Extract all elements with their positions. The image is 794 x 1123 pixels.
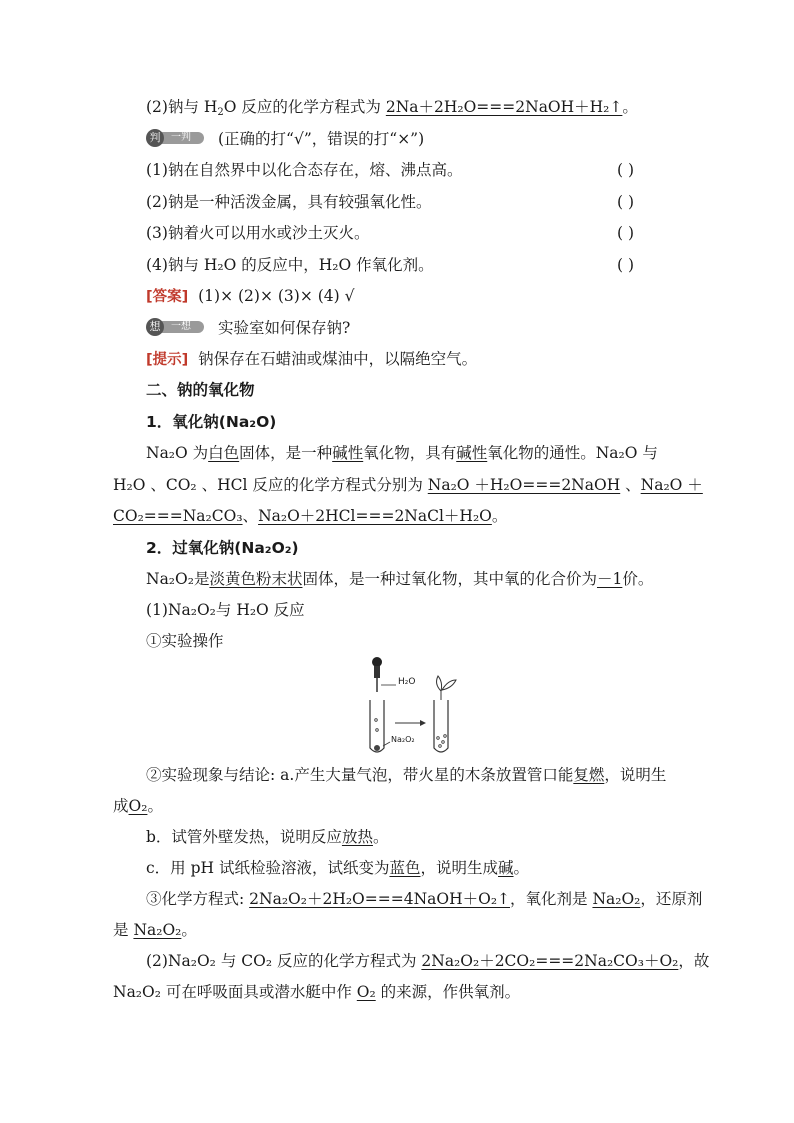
para-na2o-3: CO₂===Na₂CO₃、Na₂O＋2HCl===2NaCl＋H₂O。 xyxy=(113,507,508,525)
para-phenomenon-a: ②实验现象与结论: a.产生大量气泡，带火星的木条放置管口能复燃，说明生 xyxy=(146,766,667,784)
para-na2o2-h2o: (1)Na₂O₂与 H₂O 反应 xyxy=(146,601,305,619)
para-na2o2-co2-cont: Na₂O₂ 可在呼吸面具或潜水艇中作 O₂ 的来源，作供氧剂。 xyxy=(113,983,521,1001)
para-equation-3-cont: 是 Na₂O₂。 xyxy=(113,921,197,939)
para-na2o-1: Na₂O 为白色固体，是一种碱性氧化物，具有碱性氧化物的通性。Na₂O 与 xyxy=(146,444,658,462)
para-phenomenon-c: c．用 pH 试纸检验溶液，试纸变为蓝色，说明生成碱。 xyxy=(146,859,530,877)
hint-tag: [提示] xyxy=(146,352,189,368)
bubble-icon xyxy=(444,735,447,738)
answer-line xyxy=(146,286,355,307)
na2o2-label: Na₂O₂ xyxy=(391,735,415,744)
para-phenomenon-b: b．试管外壁发热，说明反应放热。 xyxy=(146,828,389,846)
judge-item-3: (3)钠着火可以用水或沙土灭火。 xyxy=(146,224,370,242)
answer-paren-1: ( ) xyxy=(617,161,635,179)
bubble-icon xyxy=(376,729,379,732)
subheading-na2o: 1．氧化钠(Na₂O) xyxy=(146,413,277,431)
judge-instruction: (正确的打“√”，错误的打“×”) xyxy=(218,130,425,148)
subheading-na2o2: 2．过氧化钠(Na₂O₂) xyxy=(146,539,299,557)
think-badge-icon: 一想 想 xyxy=(146,319,204,335)
arrow-right-icon xyxy=(420,720,426,726)
answer-paren-2: ( ) xyxy=(617,193,635,211)
bubble-icon xyxy=(375,719,378,722)
hint-line xyxy=(146,349,477,370)
equation-answer: 2Na＋2H₂O===2NaOH＋H₂↑ xyxy=(385,98,623,116)
h2o-label: H₂O xyxy=(398,677,416,687)
para-experiment-op: ①实验操作 xyxy=(146,632,224,650)
dropper-body-icon xyxy=(374,666,380,678)
para-phenomenon-a-cont: 成O₂。 xyxy=(113,797,163,815)
bubble-icon xyxy=(442,741,445,744)
think-header xyxy=(146,318,350,338)
answer-paren-4: ( ) xyxy=(617,256,635,274)
na2o2-powder-icon xyxy=(374,745,380,751)
answer-text: (1)× (2)× (3)× (4) √ xyxy=(198,287,355,305)
section-heading-oxides: 二、钠的氧化物 xyxy=(146,381,255,399)
hint-text: 钠保存在石蜡油或煤油中，以隔绝空气。 xyxy=(198,350,478,368)
flame-icon xyxy=(437,676,442,691)
para-na2o2-1: Na₂O₂是淡黄色粉末状固体，是一种过氧化物，其中氧的化合价为－1价。 xyxy=(146,570,654,588)
judge-item-4: (4)钠与 H₂O 的反应中，H₂O 作氧化剂。 xyxy=(146,256,434,274)
para-na2o2-co2: (2)Na₂O₂ 与 CO₂ 反应的化学方程式为 2Na₂O₂＋2CO₂===2Na₂CO₃＋O₂，故 xyxy=(146,952,710,970)
answer-paren-3: ( ) xyxy=(617,224,635,242)
judge-item-2: (2)钠是一种活泼金属，具有较强氧化性。 xyxy=(146,193,432,211)
experiment-figure xyxy=(350,650,460,760)
para-na2o-2: H₂O 、CO₂ 、HCl 反应的化学方程式分别为 Na₂O ＋H₂O===2NaOH 、Na₂O ＋ xyxy=(113,476,703,494)
answer-tag: [答案] xyxy=(146,289,189,305)
judge-item-1: (1)钠在自然界中以化合态存在，熔、沸点高。 xyxy=(146,161,463,179)
bubble-icon xyxy=(439,745,442,748)
line-na-h2o-equation: (2)钠与 $H_2O$ 反应的化学方程式为 2Na＋2H₂O===2NaOH＋H₂↑。 xyxy=(146,98,638,118)
judge-header xyxy=(146,129,424,149)
think-question: 实验室如何保存钠? xyxy=(218,319,351,337)
judge-badge-icon: 一判 判 xyxy=(146,130,204,146)
bubble-icon xyxy=(437,737,440,740)
dropper-bulb-icon xyxy=(372,657,382,667)
right-test-tube-icon xyxy=(434,700,448,752)
para-equation-3: ③化学方程式: 2Na₂O₂＋2H₂O===4NaOH＋O₂↑，氧化剂是 Na₂O₂，还原剂 xyxy=(146,890,703,908)
left-test-tube-icon xyxy=(370,700,384,752)
leaf-icon xyxy=(442,680,456,690)
